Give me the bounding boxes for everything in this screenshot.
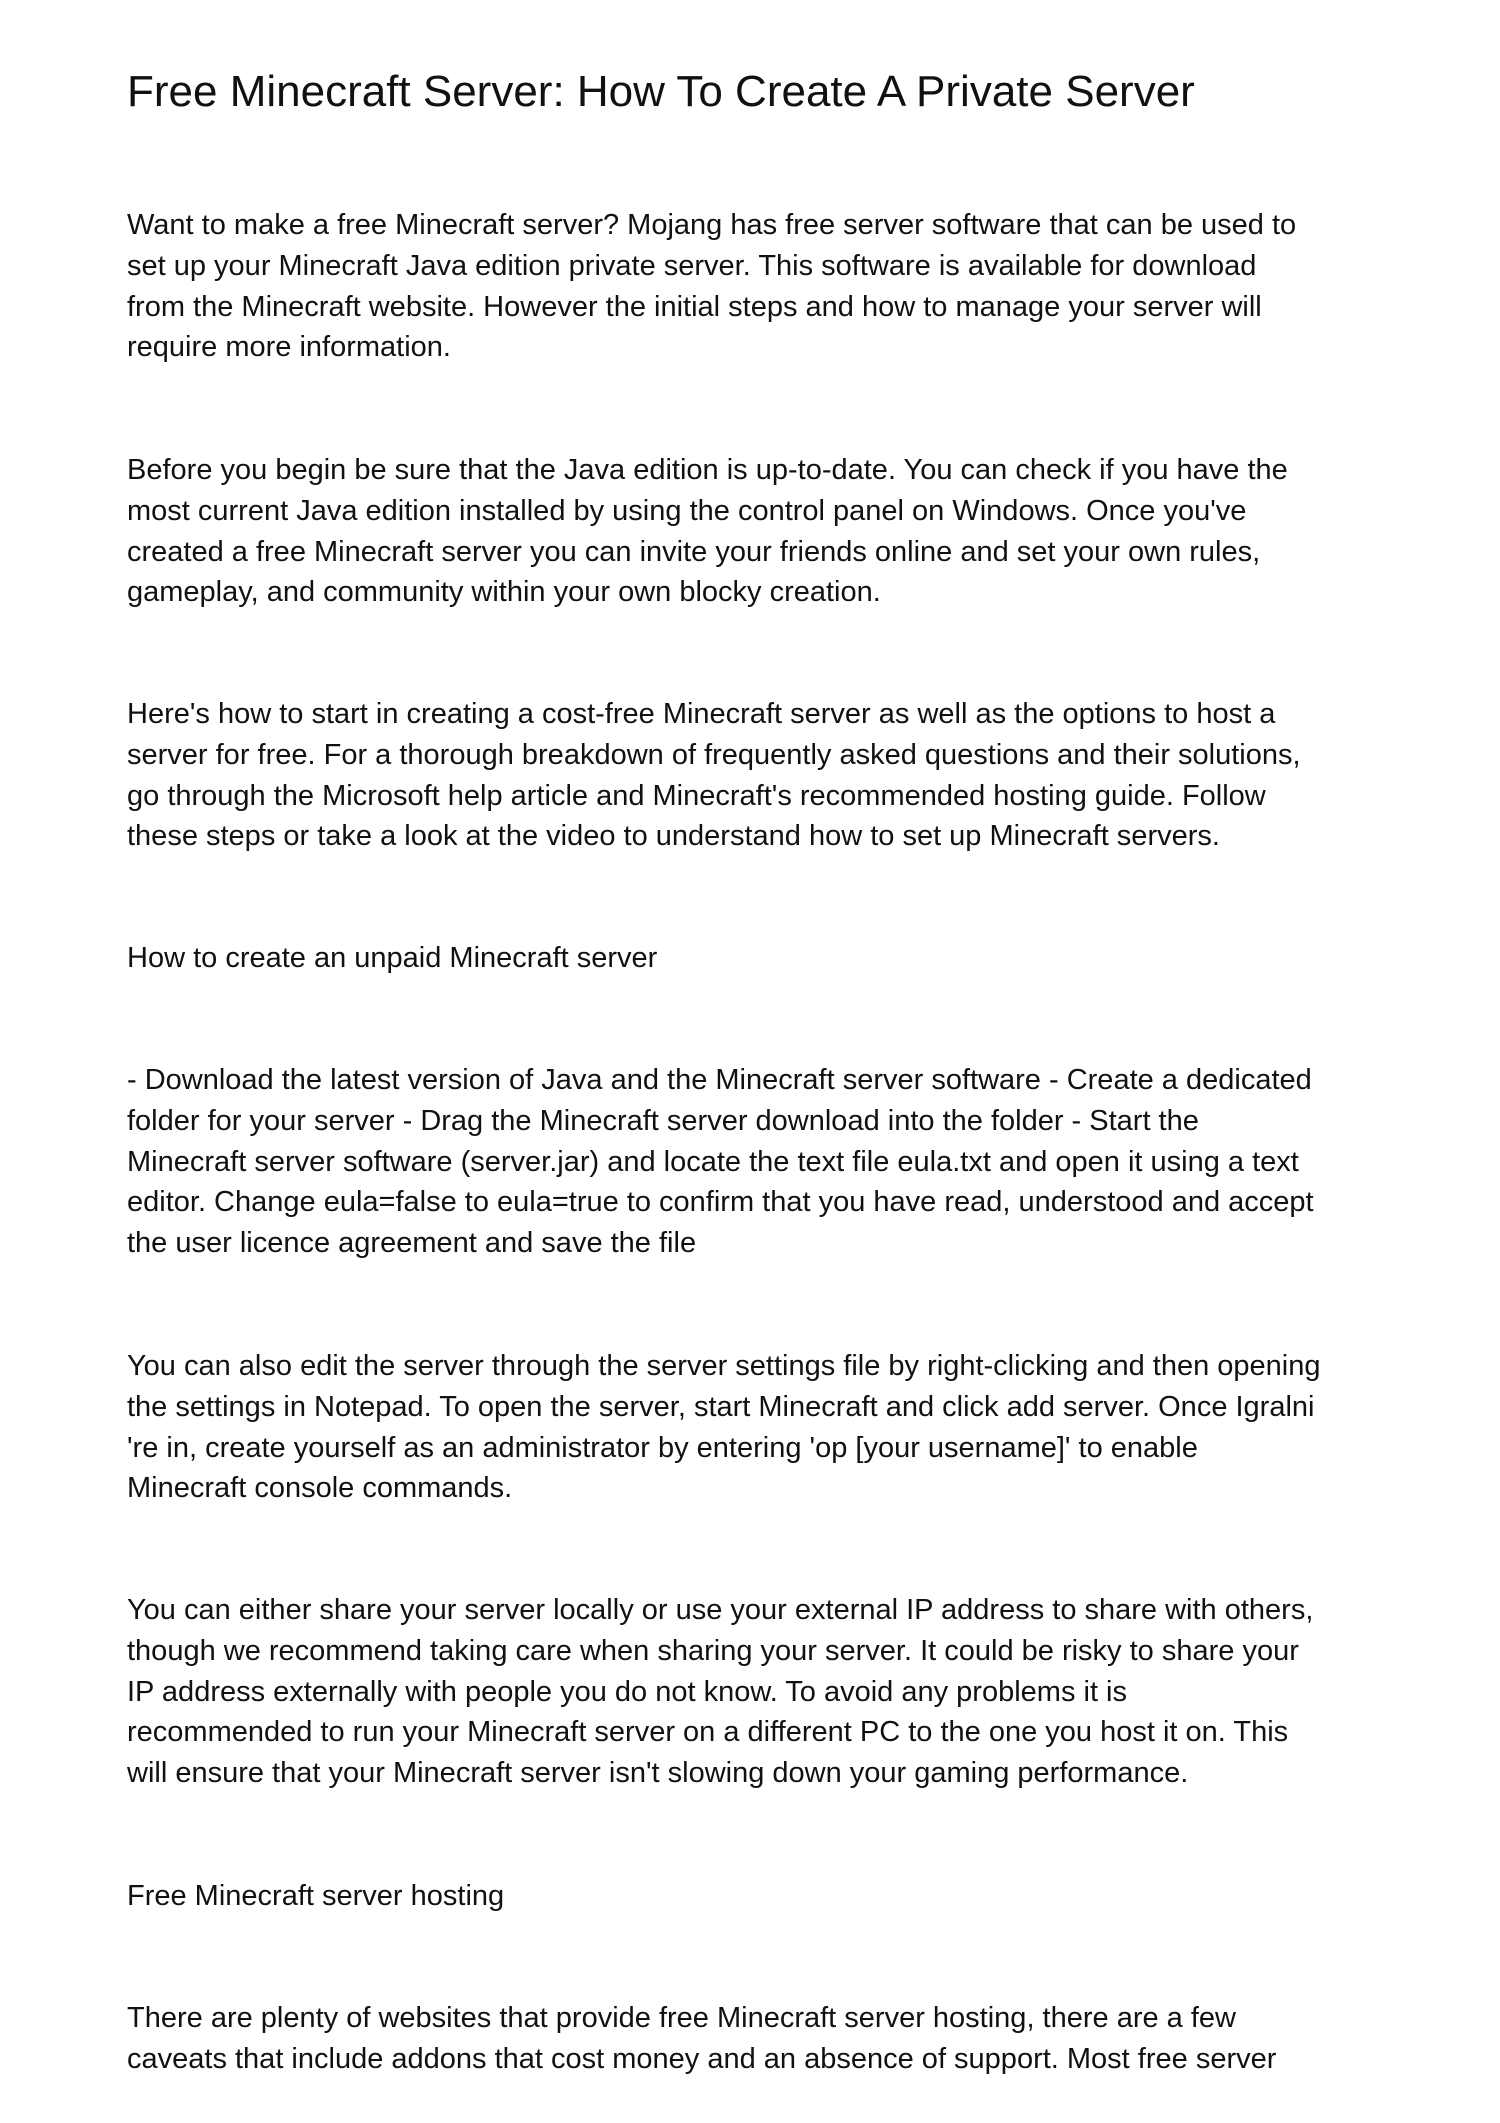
section-heading-hosting: Free Minecraft server hosting [127, 1880, 505, 1912]
settings-paragraph: You can also edit the server through the server settings file by right-clicking and then opening the settings in Notepad. To open the server, start Minecraft and click add server. Once Igralni 're in, create yourself as an administrator by entering 'op [your username]' to enable Minecraft console commands. [127, 1350, 1321, 1505]
page-title: Free Minecraft Server: How To Create A Private Server [127, 67, 1195, 116]
java-paragraph: Before you begin be sure that the Java edition is up-to-date. You can check if you have the most current Java edition installed by using the control panel on Windows. Once you've created a free Minecraft server you can invite your friends online and set your own rules, gameplay, and community within your own blocky creation. [127, 454, 1288, 609]
steps-paragraph: - Download the latest version of Java and the Minecraft server software - Create a dedicated folder for your server - Drag the Minecraft server download into the folder - Start the Minecraft server software (server.jar) and locate the text file eula.txt and open it using a text editor. Change eula=false to eula=true to confirm that you have read, understood and accept the user licence agreement and save the file [127, 1064, 1314, 1260]
hosting-paragraph: There are plenty of websites that provide free Minecraft server hosting, there are a few caveats that include addons that cost money and an absence of support. Most free server [127, 2002, 1277, 2075]
intro-paragraph: Want to make a free Minecraft server? Mojang has free server software that can be used to set up your Minecraft Java edition private server. This software is available for download from the Minecraft website. However the initial steps and how to manage your server will require more information. [127, 209, 1297, 364]
section-heading-create-server: How to create an unpaid Minecraft server [127, 942, 658, 974]
sharing-paragraph: You can either share your server locally or use your external IP address to share with others, though we recommend taking care when sharing your server. It could be risky to share your IP address externally with people you do not know. To avoid any problems it is recommended to run your Minecraft server on a different PC to the one you host it on. This will ensure that your Minecraft server isn't slowing down your gaming performance. [127, 1594, 1314, 1790]
overview-paragraph: Here's how to start in creating a cost-free Minecraft server as well as the options to host a server for free. For a thorough breakdown of frequently asked questions and their solutions, go through the Microsoft help article and Minecraft's recommended hosting guide. Follow these steps or take a look at the video to understand how to set up Minecraft servers. [127, 698, 1301, 853]
